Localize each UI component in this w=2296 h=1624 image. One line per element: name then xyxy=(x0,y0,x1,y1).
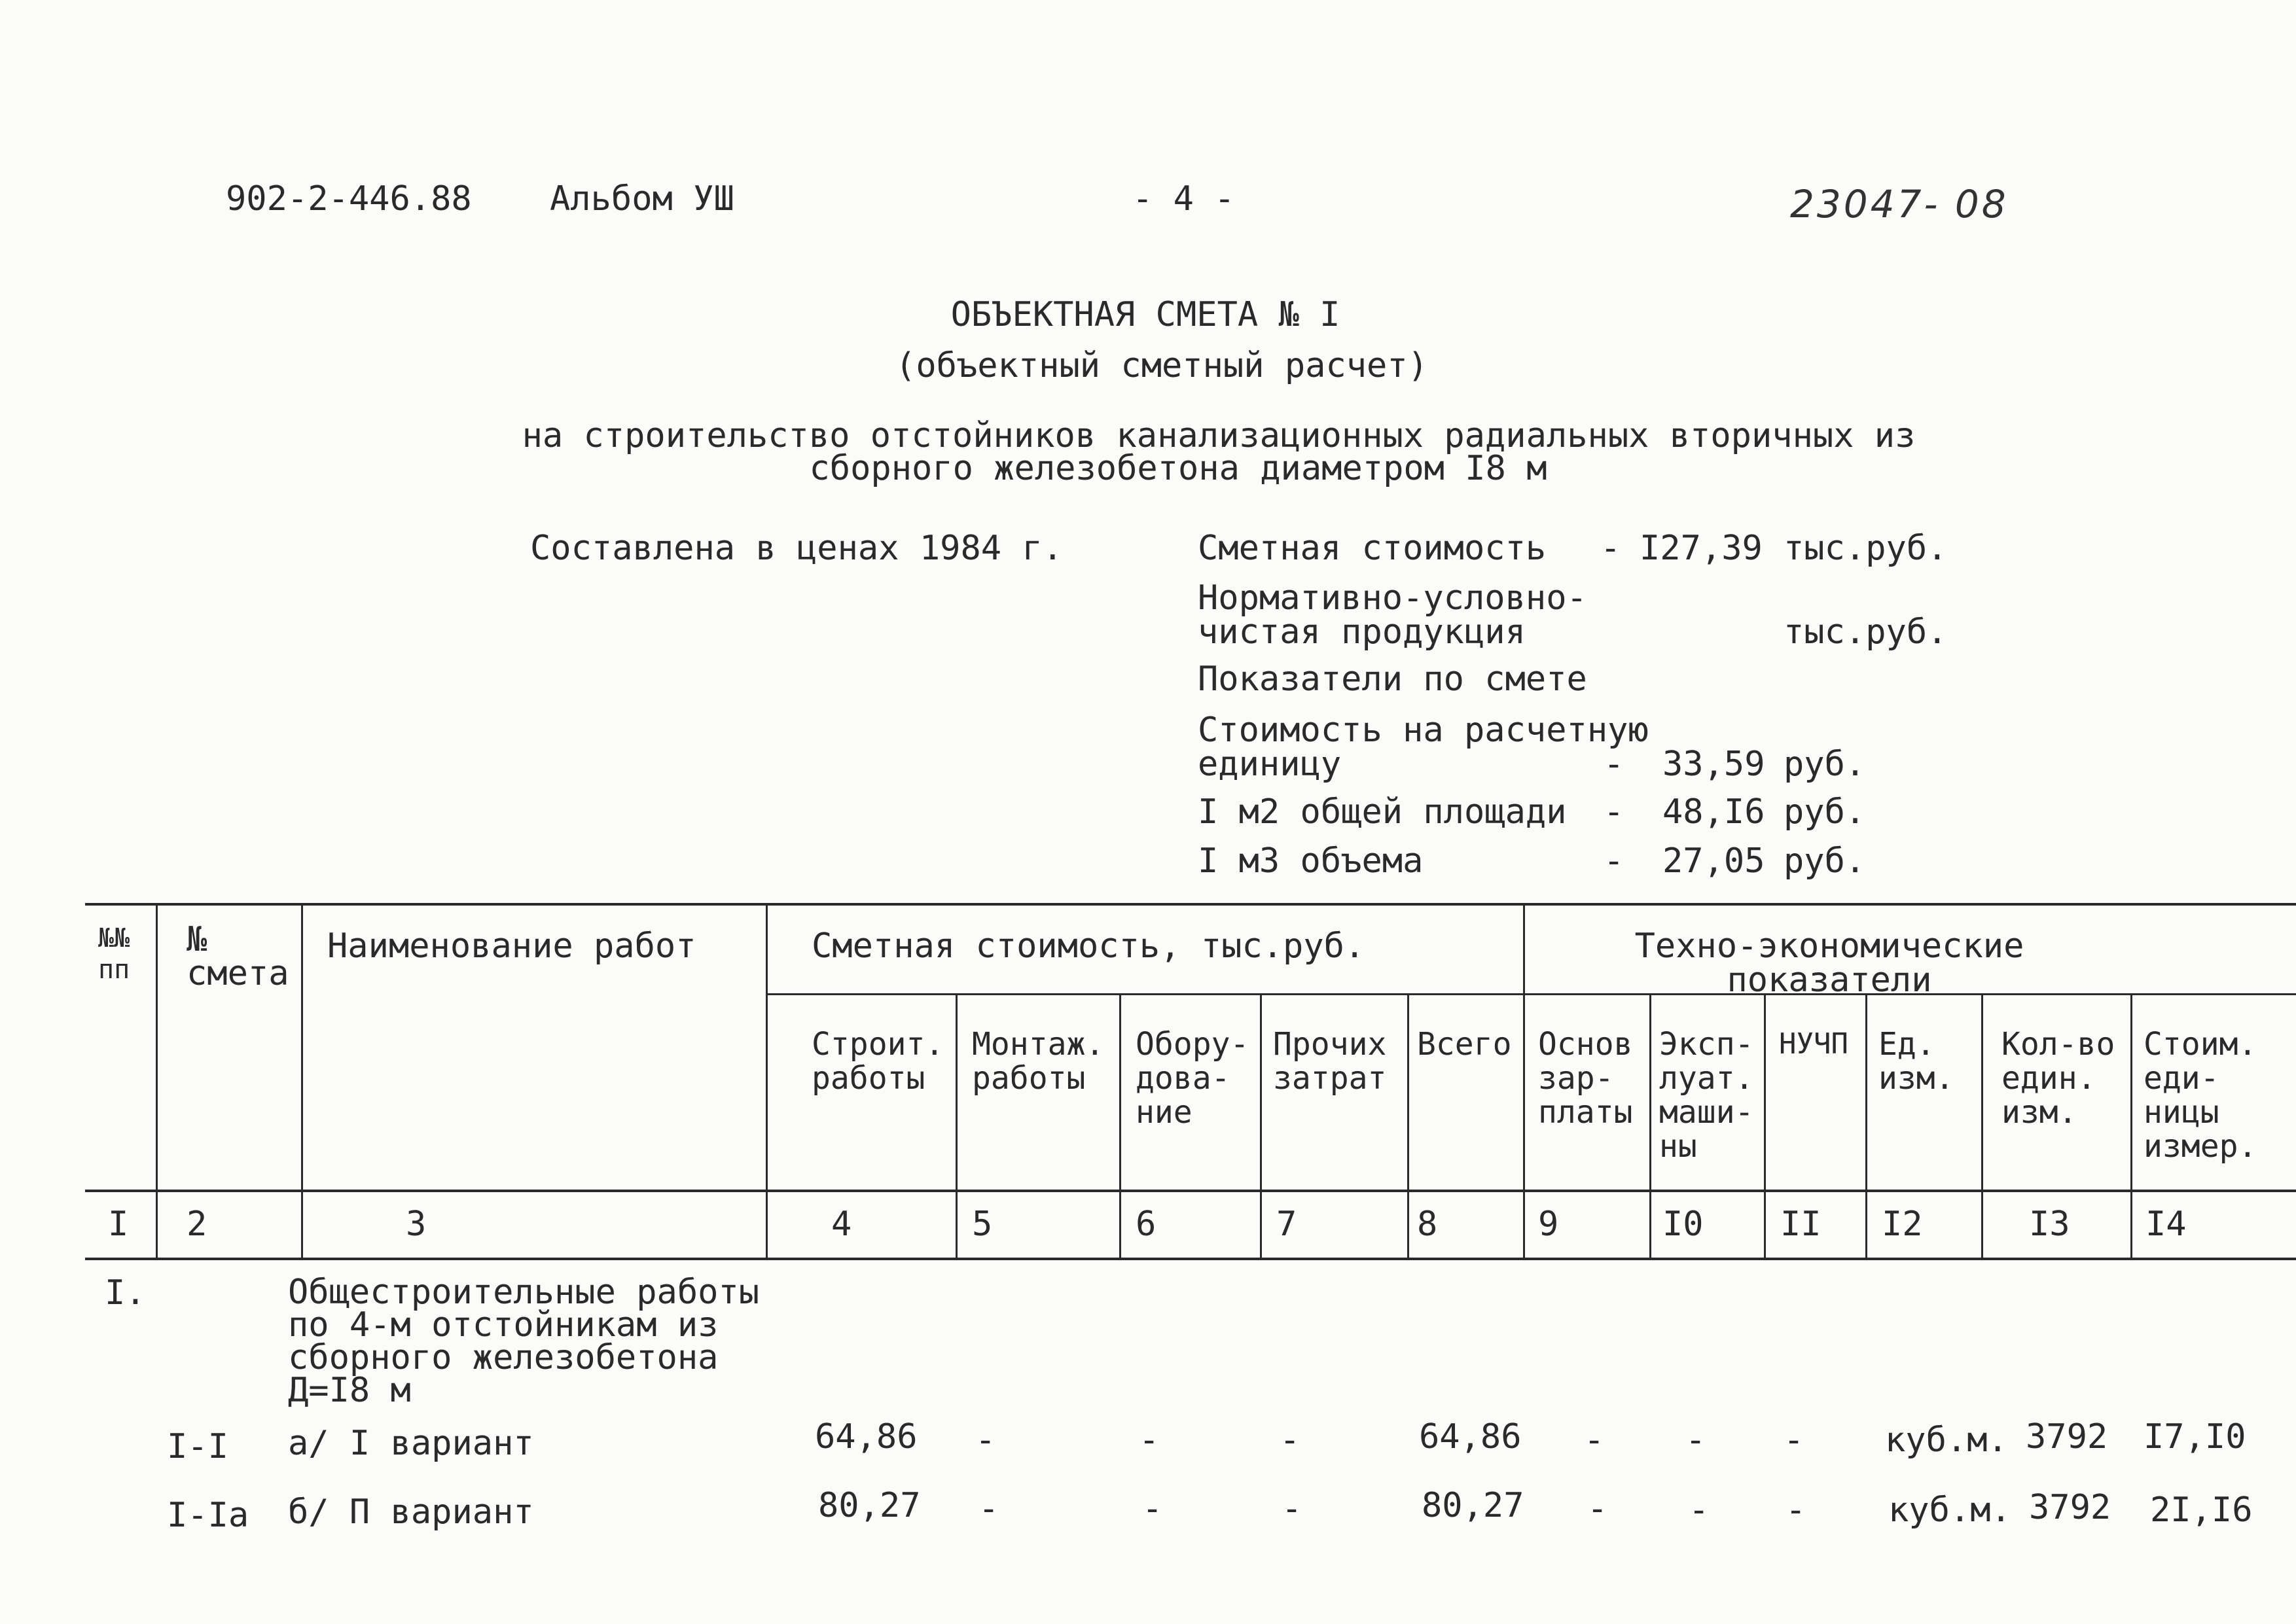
estimated-cost-dash: - xyxy=(1600,529,1621,568)
m2-unit: руб. xyxy=(1784,792,1866,832)
header-total: Всего xyxy=(1417,1026,1512,1063)
header-other: Прочих затрат xyxy=(1273,1026,1387,1097)
normative-unit: тыс.руб. xyxy=(1784,612,1948,652)
row-quantity: 3792 xyxy=(2026,1417,2108,1456)
subheader-rule xyxy=(767,993,2296,995)
unit-cost-label-1: Стоимость на расчетную xyxy=(1198,711,1649,750)
column-number: I2 xyxy=(1882,1205,1923,1244)
row-total: 80,27 xyxy=(1422,1486,1524,1525)
column-number: I3 xyxy=(2029,1205,2070,1244)
header-tech-group: Техно-экономические показатели xyxy=(1634,927,2024,1000)
header-assembly: Монтаж. работы xyxy=(972,1026,1105,1097)
header-unit: Ед. изм. xyxy=(1878,1026,1954,1097)
row-assembly: - xyxy=(978,1489,999,1528)
col-divider xyxy=(301,903,303,1259)
row-other: - xyxy=(1282,1489,1302,1528)
m2-dash: - xyxy=(1604,792,1624,832)
col-divider xyxy=(1981,993,1983,1259)
estimated-cost-label: Сметная стоимость xyxy=(1198,529,1547,568)
unit-cost-label-2: единицу xyxy=(1198,745,1342,784)
row-unit-price: 2I,I6 xyxy=(2150,1491,2253,1530)
page-number: - 4 - xyxy=(1132,179,1235,219)
estimated-cost-value: I27,39 xyxy=(1640,529,1763,568)
column-number: 7 xyxy=(1276,1205,1297,1244)
numbers-bottom-rule xyxy=(85,1258,2296,1260)
row-machines: - xyxy=(1689,1491,1710,1530)
row-quantity: 3792 xyxy=(2029,1488,2111,1527)
column-number: 5 xyxy=(972,1205,993,1244)
col-divider xyxy=(1119,993,1121,1259)
row-name: а/ I вариант xyxy=(288,1424,534,1463)
row-nuchp: - xyxy=(1785,1491,1806,1530)
row-equipment: - xyxy=(1139,1421,1160,1460)
indicators-label: Показатели по смете xyxy=(1198,660,1587,699)
row-nuchp: - xyxy=(1784,1421,1804,1460)
document-code: 902-2-446.88 xyxy=(226,179,472,219)
header-num: №№ пп xyxy=(98,923,130,985)
album-label: Альбом УШ xyxy=(550,179,734,219)
row-name: б/ П вариант xyxy=(288,1492,534,1532)
col-divider xyxy=(956,993,958,1259)
header-bottom-rule xyxy=(85,1190,2296,1192)
column-number: I4 xyxy=(2145,1205,2187,1244)
handwritten-number: 23047- 08 xyxy=(1790,182,2009,226)
column-number: I0 xyxy=(1662,1205,1704,1244)
header-construction: Строит. работы xyxy=(812,1026,944,1097)
col-divider xyxy=(156,903,158,1259)
unit-cost-value: 33,59 xyxy=(1662,745,1765,784)
row-assembly: - xyxy=(975,1421,996,1460)
normative-label-1: Нормативно-условно- xyxy=(1198,578,1587,618)
m2-label: I м2 общей площади xyxy=(1198,792,1567,832)
col-divider xyxy=(766,903,768,1259)
estimated-cost-unit: тыс.руб. xyxy=(1784,529,1948,568)
header-name: Наименование работ xyxy=(327,927,696,966)
row-estimate: I-Iа xyxy=(167,1496,249,1535)
row-estimate: I-I xyxy=(167,1427,228,1466)
col-divider xyxy=(2130,993,2132,1259)
subtitle-line-2: сборного железобетона диаметром I8 м xyxy=(809,449,1547,488)
column-number: II xyxy=(1780,1205,1821,1244)
row-wages: - xyxy=(1587,1489,1608,1528)
col-divider xyxy=(1523,903,1525,1259)
row-total: 64,86 xyxy=(1419,1417,1522,1456)
row-unit: куб.м. xyxy=(1888,1491,2011,1530)
m3-value: 27,05 xyxy=(1662,841,1765,881)
row-construction: 64,86 xyxy=(815,1417,918,1456)
section-number: I. xyxy=(105,1273,146,1313)
header-machines: Эксп- луат. маши- ны xyxy=(1659,1026,1754,1165)
unit-cost-unit: руб. xyxy=(1784,745,1866,784)
m3-dash: - xyxy=(1604,841,1624,881)
row-unit: куб.м. xyxy=(1885,1421,2008,1460)
header-equipment: Обору- дова- ние xyxy=(1136,1026,1249,1131)
row-other: - xyxy=(1280,1421,1300,1460)
column-number: 8 xyxy=(1417,1205,1438,1244)
col-divider xyxy=(1764,993,1766,1259)
header-unit-price: Стоим. еди- ницы измер. xyxy=(2144,1026,2257,1165)
m3-unit: руб. xyxy=(1784,841,1866,881)
header-quantity: Кол-во един. изм. xyxy=(2001,1026,2115,1131)
normative-label-2: чистая продукция xyxy=(1198,612,1526,652)
section-title: Общестроительные работы по 4-м отстойникам из сборного железобетона Д=I8 м xyxy=(288,1273,760,1410)
column-number: 4 xyxy=(831,1205,852,1244)
header-cost-group: Сметная стоимость, тыс.руб. xyxy=(812,927,1365,966)
row-wages: - xyxy=(1584,1421,1605,1460)
column-number: 9 xyxy=(1538,1205,1559,1244)
col-divider xyxy=(1407,993,1409,1259)
m2-value: 48,I6 xyxy=(1662,792,1765,832)
column-number: I xyxy=(108,1205,129,1244)
header-nuchp: НУЧП xyxy=(1779,1027,1848,1061)
column-number: 3 xyxy=(406,1205,427,1244)
row-equipment: - xyxy=(1142,1489,1163,1528)
table-top-rule xyxy=(85,903,2296,906)
row-machines: - xyxy=(1685,1421,1706,1460)
title-line-2: (объектный сметный расчет) xyxy=(895,346,1428,385)
col-divider xyxy=(1260,993,1262,1259)
column-number: 6 xyxy=(1136,1205,1157,1244)
header-estimate: № смета xyxy=(187,920,289,993)
col-divider xyxy=(1649,993,1651,1259)
title-line-1: ОБЪЕКТНАЯ СМЕТА № I xyxy=(950,295,1340,334)
m3-label: I м3 объема xyxy=(1198,841,1424,881)
col-divider xyxy=(1865,993,1867,1259)
row-unit-price: I7,I0 xyxy=(2144,1417,2246,1456)
header-wages: Основ зар- платы xyxy=(1538,1026,1633,1131)
unit-cost-dash: - xyxy=(1604,745,1624,784)
row-construction: 80,27 xyxy=(818,1486,921,1525)
subtitle-line-1: на строительство отстойников канализационных радиальных вторичных из xyxy=(522,416,1916,455)
column-number: 2 xyxy=(187,1205,207,1244)
compiled-prices: Составлена в ценах 1984 г. xyxy=(530,529,1063,568)
